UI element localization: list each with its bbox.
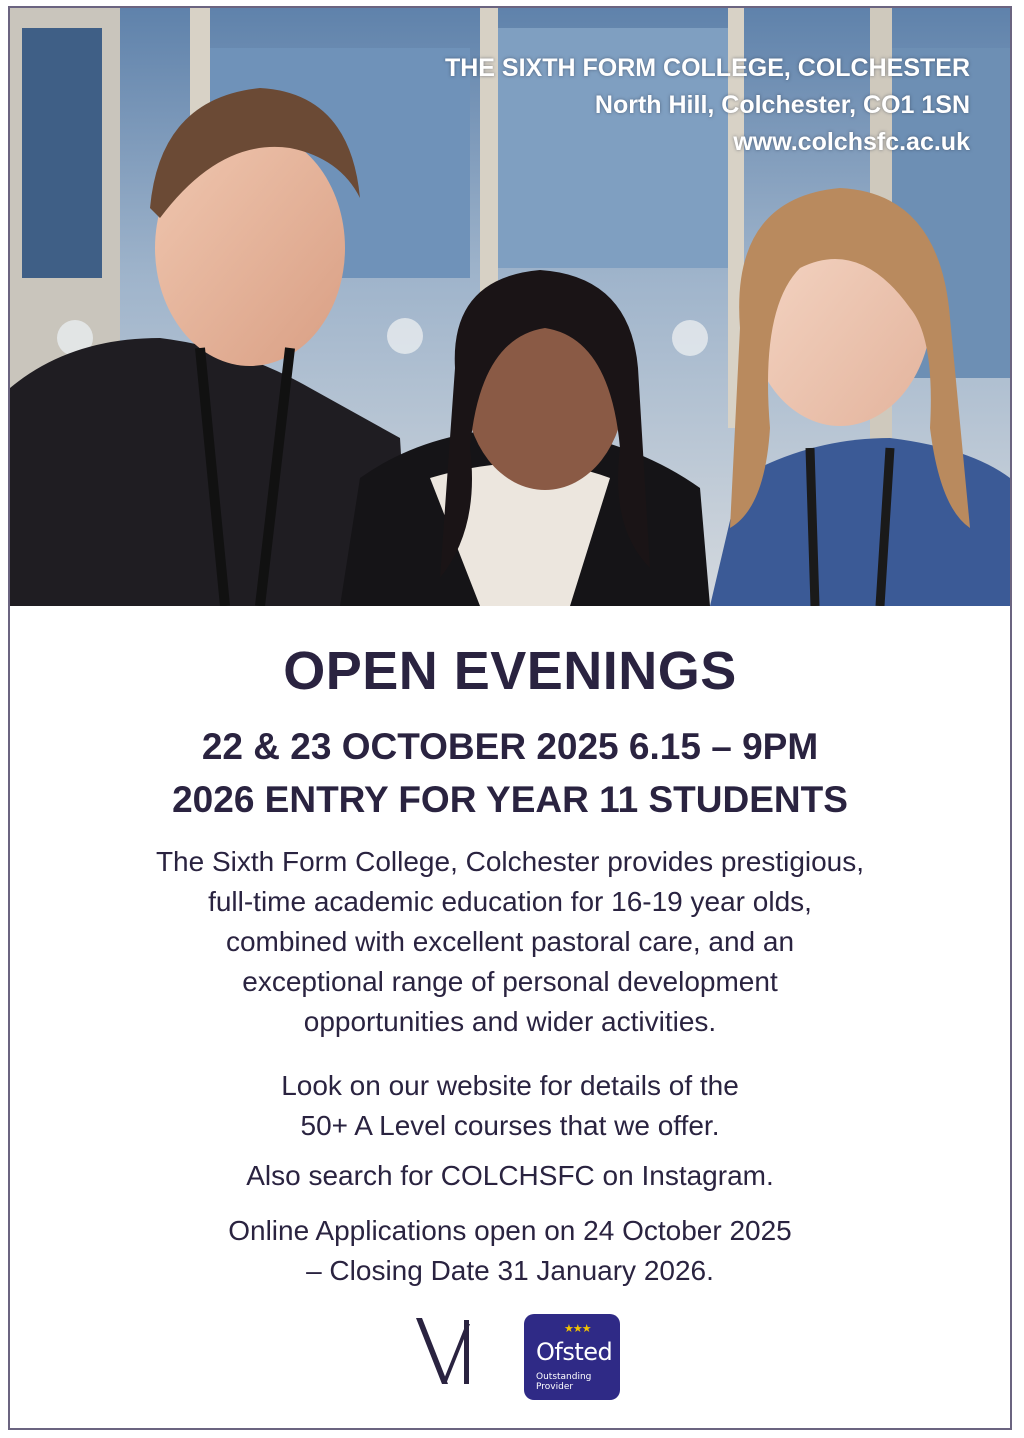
instagram-paragraph [10,1156,1010,1196]
ofsted-badge [524,1314,620,1400]
college-address: North Hill, Colchester, CO1 1SN [594,91,970,119]
ofsted-rating: Outstanding [536,1372,592,1382]
application-line: Online Applications open on 24 October 2025 [228,1215,792,1246]
website-line: Look on our website for details of the [281,1070,739,1101]
ofsted-name: Ofsted [536,1338,613,1366]
college-name: THE SIXTH FORM COLLEGE, COLCHESTER [444,54,970,82]
student-photo [10,8,1010,606]
headline: OPEN EVENINGS [283,641,737,701]
college-website[interactable]: www.colchsfc.ac.uk [733,128,970,156]
event-dates: 22 & 23 OCTOBER 2025 6.15 – 9PM [201,726,819,767]
ofsted-provider: Provider [536,1382,574,1392]
instagram-line: Also search for COLCHSFC on Instagram. [246,1160,774,1191]
website-paragraph [10,1066,1010,1146]
poster [8,6,1012,1430]
description-line: opportunities and wider activities. [303,1006,717,1037]
ofsted-stars-icon: ★★★ [564,1323,591,1335]
description-line: combined with excellent pastoral care, and an [225,926,795,957]
description-line: full-time academic education for 16-19 year olds, [208,886,812,917]
entry-info: 2026 ENTRY FOR YEAR 11 STUDENTS [172,779,848,820]
description-line: exceptional range of personal development [242,966,778,997]
description-paragraph [10,842,1010,1042]
description-line: The Sixth Form College, Colchester provides prestigious, [155,846,865,877]
application-line: – Closing Date 31 January 2026. [306,1255,714,1286]
website-line: 50+ A Level courses that we offer. [300,1110,720,1141]
v-monogram-logo-icon [412,1314,484,1388]
college-contact-block [445,50,970,161]
application-paragraph [10,1211,1010,1291]
